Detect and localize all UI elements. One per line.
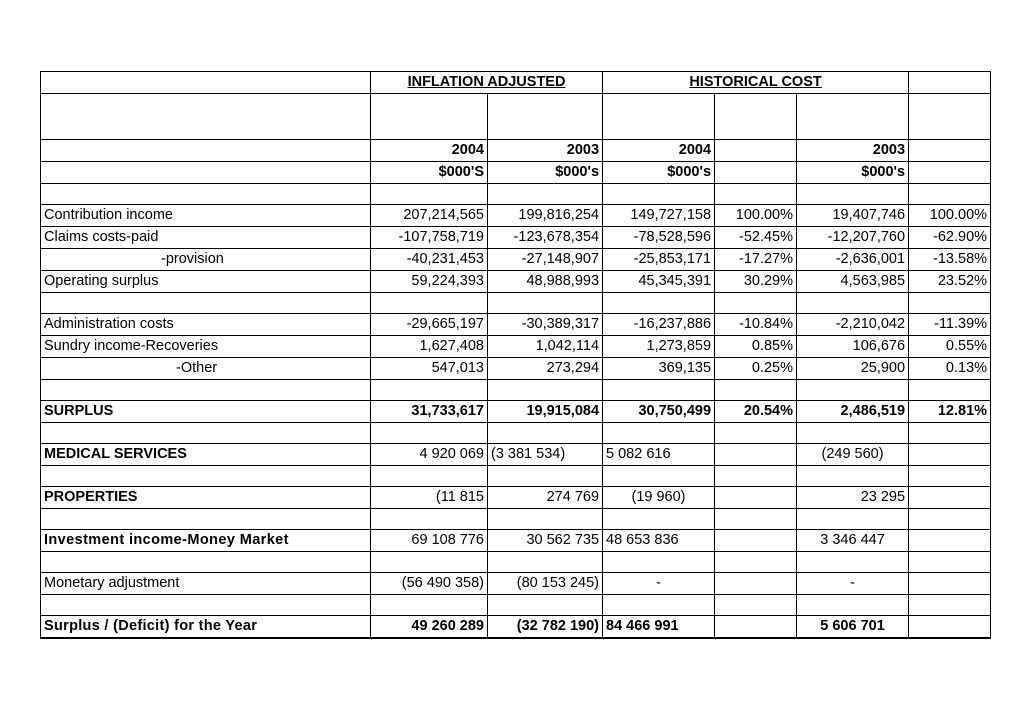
percent-cell	[715, 444, 797, 466]
spacer-row	[41, 509, 991, 530]
empty-cell	[371, 380, 488, 401]
row-label: Sundry income-Recoveries	[41, 336, 371, 358]
table-row	[41, 314, 991, 336]
percent-cell	[715, 530, 797, 552]
empty-cell	[715, 184, 797, 205]
spacer-row	[41, 293, 991, 314]
empty-cell	[715, 94, 797, 140]
empty-cell	[41, 595, 371, 616]
empty-cell	[715, 552, 797, 573]
value-cell: -40,231,453	[371, 249, 488, 271]
unit-cell: $000'S	[371, 162, 488, 184]
empty-cell	[797, 552, 909, 573]
empty-cell	[603, 466, 715, 487]
percent-cell	[715, 616, 797, 638]
value-cell: 19,915,084	[488, 401, 603, 423]
empty-cell	[797, 509, 909, 530]
empty-cell	[797, 595, 909, 616]
table-row	[41, 401, 991, 423]
row-label: PROPERTIES	[41, 487, 371, 509]
value-cell: (80 153 245)	[488, 573, 603, 595]
empty-cell	[603, 595, 715, 616]
percent-cell: -17.27%	[715, 249, 797, 271]
empty-cell	[797, 293, 909, 314]
empty-cell	[488, 423, 603, 444]
empty-cell	[371, 595, 488, 616]
value-cell: -30,389,317	[488, 314, 603, 336]
empty-cell	[41, 509, 371, 530]
value-cell: -	[797, 573, 909, 595]
percent-cell: -10.84%	[715, 314, 797, 336]
row-label: -Other	[41, 358, 371, 380]
table-row	[41, 616, 991, 638]
empty-cell	[909, 94, 991, 140]
empty-cell	[488, 293, 603, 314]
empty-cell	[909, 552, 991, 573]
percent-cell: 23.52%	[909, 271, 991, 293]
row-label: Operating surplus	[41, 271, 371, 293]
row-label: Claims costs-paid	[41, 227, 371, 249]
empty-cell	[909, 595, 991, 616]
empty-cell	[603, 184, 715, 205]
empty-cell	[41, 140, 371, 162]
percent-cell: -52.45%	[715, 227, 797, 249]
value-cell: (11 815	[371, 487, 488, 509]
percent-cell: 0.13%	[909, 358, 991, 380]
value-cell: -12,207,760	[797, 227, 909, 249]
empty-cell	[371, 184, 488, 205]
row-label: Contribution income	[41, 205, 371, 227]
value-cell: -78,528,596	[603, 227, 715, 249]
percent-cell: -11.39%	[909, 314, 991, 336]
header-group-row	[41, 72, 991, 94]
empty-cell	[488, 552, 603, 573]
table-row	[41, 444, 991, 466]
empty-cell	[603, 380, 715, 401]
value-cell: -2,210,042	[797, 314, 909, 336]
value-cell: 1,273,859	[603, 336, 715, 358]
empty-cell	[909, 380, 991, 401]
value-cell: 106,676	[797, 336, 909, 358]
value-cell: 4,563,985	[797, 271, 909, 293]
empty-cell	[715, 293, 797, 314]
row-label: Monetary adjustment	[41, 573, 371, 595]
value-cell: -2,636,001	[797, 249, 909, 271]
empty-cell	[715, 423, 797, 444]
percent-cell: 0.85%	[715, 336, 797, 358]
empty-cell	[41, 380, 371, 401]
table-row	[41, 205, 991, 227]
percent-cell: 100.00%	[909, 205, 991, 227]
empty-cell	[41, 293, 371, 314]
value-cell: 547,013	[371, 358, 488, 380]
value-cell: -107,758,719	[371, 227, 488, 249]
empty-cell	[488, 94, 603, 140]
table-row	[41, 249, 991, 271]
value-cell: 49 260 289	[371, 616, 488, 638]
empty-cell	[488, 509, 603, 530]
empty-cell	[41, 184, 371, 205]
percent-cell: 100.00%	[715, 205, 797, 227]
inflation-adjusted-header: INFLATION ADJUSTED	[371, 72, 603, 94]
value-cell: 1,042,114	[488, 336, 603, 358]
empty-cell	[41, 552, 371, 573]
value-cell: -123,678,354	[488, 227, 603, 249]
value-cell: 59,224,393	[371, 271, 488, 293]
row-label: Investment income-Money Market	[41, 530, 371, 552]
value-cell: 5 606 701	[797, 616, 909, 638]
unit-cell: $000's	[488, 162, 603, 184]
table-row	[41, 358, 991, 380]
spacer-row	[41, 94, 991, 140]
value-cell: 48,988,993	[488, 271, 603, 293]
empty-cell	[715, 509, 797, 530]
value-cell: 199,816,254	[488, 205, 603, 227]
empty-cell	[371, 293, 488, 314]
table-row	[41, 573, 991, 595]
value-cell: -	[603, 573, 715, 595]
value-cell: 4 920 069	[371, 444, 488, 466]
empty-cell	[371, 552, 488, 573]
value-cell: (19 960)	[603, 487, 715, 509]
value-cell: -16,237,886	[603, 314, 715, 336]
unit-cell: $000's	[797, 162, 909, 184]
empty-cell	[909, 72, 991, 94]
empty-cell	[909, 423, 991, 444]
empty-cell	[715, 595, 797, 616]
empty-cell	[371, 509, 488, 530]
percent-cell	[909, 444, 991, 466]
value-cell: 23 295	[797, 487, 909, 509]
spacer-row	[41, 595, 991, 616]
value-cell: (32 782 190)	[488, 616, 603, 638]
empty-cell	[371, 94, 488, 140]
empty-cell	[41, 94, 371, 140]
value-cell: 48 653 836	[603, 530, 715, 552]
value-cell: 207,214,565	[371, 205, 488, 227]
row-label: MEDICAL SERVICES	[41, 444, 371, 466]
empty-cell	[371, 466, 488, 487]
value-cell: -27,148,907	[488, 249, 603, 271]
row-label: -provision	[41, 249, 371, 271]
unit-cell	[909, 162, 991, 184]
percent-cell	[909, 573, 991, 595]
spacer-row	[41, 184, 991, 205]
percent-cell	[909, 487, 991, 509]
value-cell: (3 381 534)	[488, 444, 603, 466]
value-cell: 274 769	[488, 487, 603, 509]
value-cell: 19,407,746	[797, 205, 909, 227]
empty-cell	[797, 380, 909, 401]
years-row	[41, 140, 991, 162]
units-row	[41, 162, 991, 184]
value-cell: 30 562 735	[488, 530, 603, 552]
percent-cell: 0.55%	[909, 336, 991, 358]
empty-cell	[603, 94, 715, 140]
unit-cell: $000's	[603, 162, 715, 184]
unit-cell	[715, 162, 797, 184]
table-row	[41, 271, 991, 293]
empty-cell	[41, 162, 371, 184]
empty-cell	[603, 509, 715, 530]
empty-cell	[797, 423, 909, 444]
value-cell: 1,627,408	[371, 336, 488, 358]
value-cell: 69 108 776	[371, 530, 488, 552]
value-cell: 369,135	[603, 358, 715, 380]
spacer-row	[41, 380, 991, 401]
table-row	[41, 487, 991, 509]
table-row	[41, 336, 991, 358]
spacer-row	[41, 423, 991, 444]
empty-cell	[488, 466, 603, 487]
table-row	[41, 530, 991, 552]
empty-cell	[603, 423, 715, 444]
percent-cell: 12.81%	[909, 401, 991, 423]
empty-cell	[909, 466, 991, 487]
value-cell: 2,486,519	[797, 401, 909, 423]
empty-cell	[909, 184, 991, 205]
empty-cell	[488, 184, 603, 205]
percent-cell: -13.58%	[909, 249, 991, 271]
value-cell: -25,853,171	[603, 249, 715, 271]
value-cell: 25,900	[797, 358, 909, 380]
year-cell: 2004	[371, 140, 488, 162]
percent-cell	[715, 487, 797, 509]
row-label: Administration costs	[41, 314, 371, 336]
empty-cell	[909, 509, 991, 530]
empty-cell	[797, 94, 909, 140]
value-cell: 273,294	[488, 358, 603, 380]
value-cell: 84 466 991	[603, 616, 715, 638]
financial-statement-table	[40, 71, 991, 639]
percent-cell	[909, 616, 991, 638]
value-cell: 31,733,617	[371, 401, 488, 423]
row-label: SURPLUS	[41, 401, 371, 423]
year-cell: 2004	[603, 140, 715, 162]
empty-cell	[909, 293, 991, 314]
percent-cell	[715, 573, 797, 595]
empty-cell	[41, 423, 371, 444]
value-cell: 30,750,499	[603, 401, 715, 423]
empty-cell	[603, 293, 715, 314]
empty-cell	[371, 423, 488, 444]
year-cell	[909, 140, 991, 162]
empty-cell	[488, 595, 603, 616]
historical-cost-header: HISTORICAL COST	[603, 72, 909, 94]
value-cell: 149,727,158	[603, 205, 715, 227]
year-cell: 2003	[488, 140, 603, 162]
percent-cell: -62.90%	[909, 227, 991, 249]
empty-cell	[488, 380, 603, 401]
percent-cell: 20.54%	[715, 401, 797, 423]
empty-cell	[715, 380, 797, 401]
empty-cell	[715, 466, 797, 487]
value-cell: (249 560)	[797, 444, 909, 466]
empty-cell	[797, 184, 909, 205]
empty-cell	[603, 552, 715, 573]
value-cell: -29,665,197	[371, 314, 488, 336]
value-cell: 5 082 616	[603, 444, 715, 466]
empty-cell	[41, 72, 371, 94]
empty-cell	[41, 466, 371, 487]
row-label: Surplus / (Deficit) for the Year	[41, 616, 371, 638]
value-cell: 45,345,391	[603, 271, 715, 293]
value-cell: (56 490 358)	[371, 573, 488, 595]
spacer-row	[41, 552, 991, 573]
percent-cell: 0.25%	[715, 358, 797, 380]
percent-cell: 30.29%	[715, 271, 797, 293]
year-cell: 2003	[797, 140, 909, 162]
value-cell: 3 346 447	[797, 530, 909, 552]
percent-cell	[909, 530, 991, 552]
year-cell	[715, 140, 797, 162]
spacer-row	[41, 466, 991, 487]
empty-cell	[797, 466, 909, 487]
table-row	[41, 227, 991, 249]
